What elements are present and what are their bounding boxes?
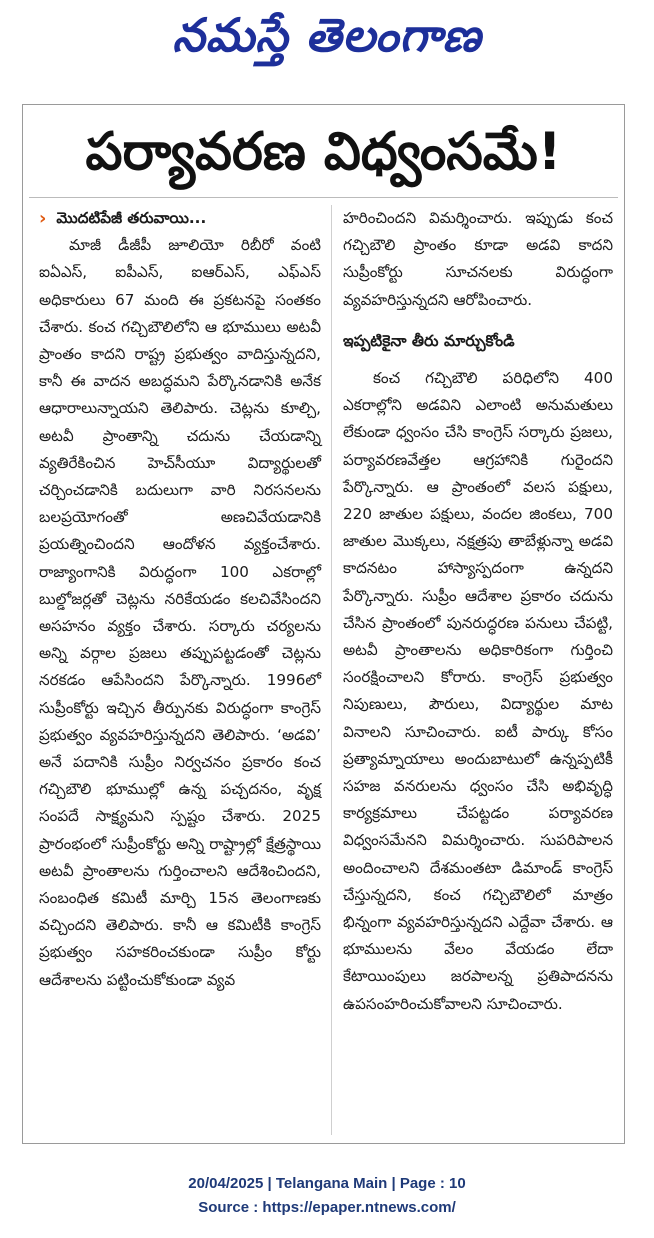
footer-source-link[interactable]: Source : https://epaper.ntnews.com/ xyxy=(198,1199,456,1216)
headline-divider xyxy=(29,197,618,198)
article-paragraph: మాజీ డీజీపీ జూలియో రిబీరో వంటి ఐఏఎస్, ఐపీఎస్, ఐఆర్ఎస్, ఎఫ్ఎస్ అధికారులు 67 మంది ఈ ప్రకటనపై సంతకం చేశారు. కంచ గచ్చిబౌలిలోని ఆ భూములు అటవీ ప్రాంతం కాదని రాష్ట్ర ప్రభుత్వం వాదిస్తున్నదని, కానీ ఈ వాదన అబద్ధమని పేర్కొనడానికి అనేక ఆధారాలున్నాయని తెలిపారు. చెట్లను కూల్చి, అటవీ ప్రాంతాన్ని చదును చేయడాన్ని వ్యతిరేకించిన హెచ్‌సీయూ విద్యార్థులతో చర్చించడానికి బదులుగా వారి నిరసనలను బలప్రయోగంతో అణచివేయడానికి ప్రయత్నించిందని ఆందోళన వ్యక్తంచేశారు. రాజ్యాంగానికి విరుద్ధంగా 100 ఎకరాల్లో బుల్డోజర్లతో చెట్లను నరికేయడం కలచివేసిందని అసహనం వ్యక్తం చేశారు. సర్కారు చర్యలను అన్ని వర్గాల ప్రజలు తప్పుపట్టడంతో చెట్లను నరకడం ఆపేసిందని పేర్కొన్నారు. 1996లో సుప్రీంకోర్టు ఇచ్చిన తీర్పునకు విరుద్ధంగా కాంగ్రెస్ ప్రభుత్వం వ్యవహరిస్తున్నదని తెలిపారు. ‘అడవి’ అనే పదానికి సుప్రీం నిర్వచనం ప్రకారం కంచ గచ్చిబౌలి భూముల్లో ఉన్న పచ్చదనం, వృక్ష సంపదే సాక్ష్యమని స్పష్టం చేశారు. 2025 ప్రారంభంలో సుప్రీంకోర్టు అన్ని రాష్ట్రాల్లో క్షేత్రస్థాయి అటవీ ప్రాంతాలను గుర్తించాలని ఆదేశించిందని, సంబంధిత కమిటీ మార్చి 15న తెలంగాణకు వచ్చిందని తెలిపారు. కానీ ఆ కమిటీకి కాంగ్రెస్ ప్రభుత్వం సహకరించకుండా సుప్రీం కోర్టు ఆదేశాలను పట్టించుకోకుండా వ్యవ xyxy=(39,236,321,989)
continued-text: మొదటిపేజీ తరువాయి... xyxy=(56,209,207,227)
footer-edition-info: 20/04/2025 | Telangana Main | Page : 10 xyxy=(188,1175,466,1192)
article-paragraph: హరించిందని విమర్శించారు. ఇప్పుడు కంచ గచ్చిబౌలి ప్రాంతం కూడా అడవి కాదని సుప్రీంకోర్టు సూచనలకు విరుద్ధంగా వ్యవహరిస్తున్నదని ఆరోపించారు. xyxy=(343,209,613,309)
article-headline: పర్యావరణ విధ్వంసమే! xyxy=(85,122,562,182)
article-column-left xyxy=(39,205,321,994)
chevron-right-icon: › xyxy=(39,208,47,229)
newspaper-logo: నమస్తే తెలంగాణ xyxy=(172,8,482,62)
article-paragraph: కంచ గచ్చిబౌలి పరిధిలోని 400 ఎకరాల్లోని అడవిని ఎలాంటి అనుమతులు లేకుండా ధ్వంసం చేసి కాంగ్రెస్ సర్కారు ప్రజలు, పర్యావరణవేత్తల ఆగ్రహానికి గురైందని పేర్కొన్నారు. ఆ ప్రాంతంలో వలస పక్షులు, 220 జాతుల పక్షులు, వందల జింకలు, 700 జాతుల మొక్కలు, నక్షత్రపు తాబేళ్లున్నా అడవి కాదనటం హాస్యాస్పదంగా ఉన్నదని పేర్కొన్నారు. సుప్రీం ఆదేశాల ప్రకారం చదును చేసిన ప్రాంతంలో పునరుద్ధరణ పనులు చేపట్టి, అటవీ ప్రాంతాలను అధికారికంగా గుర్తించి సంరక్షించాలని కోరారు. కాంగ్రెస్ ప్రభుత్వం నిపుణులు, పౌరులు, విద్యార్థుల మాట వినాలని సూచించారు. ఐటీ పార్కు కోసం ప్రత్యామ్నాయాలు అందుబాటులో ఉన్నప్పటికీ సహజ వనరులను ధ్వంసం చేసి అభివృద్ధి కార్యక్రమాలు చేపట్టడం పర్యావరణ విధ్వంసమేనని విమర్శించారు. సుపరిపాలన అందించాలని దేశమంతటా డిమాండ్ కాంగ్రెస్ చేస్తున్నదని, కంచ గచ్చిబౌలిలో మాత్రం భిన్నంగా వ్యవహరిస్తున్నదని ఎద్దేవా చేశారు. ఆ భూములను వేలం వేయడం లేదా కేటాయింపులు జరపాలన్న ప్రతిపాదనను ఉపసంహరించుకోవాలని సూచించారు. xyxy=(343,369,613,1013)
article-subheading: ఇప్పటికైనా తీరు మార్చుకోండి xyxy=(343,331,515,350)
article-clipping xyxy=(22,104,625,1144)
column-divider xyxy=(331,205,332,1135)
masthead xyxy=(0,0,654,92)
continued-label xyxy=(39,205,321,232)
article-column-right xyxy=(343,205,613,1018)
page-footer xyxy=(0,1172,654,1220)
